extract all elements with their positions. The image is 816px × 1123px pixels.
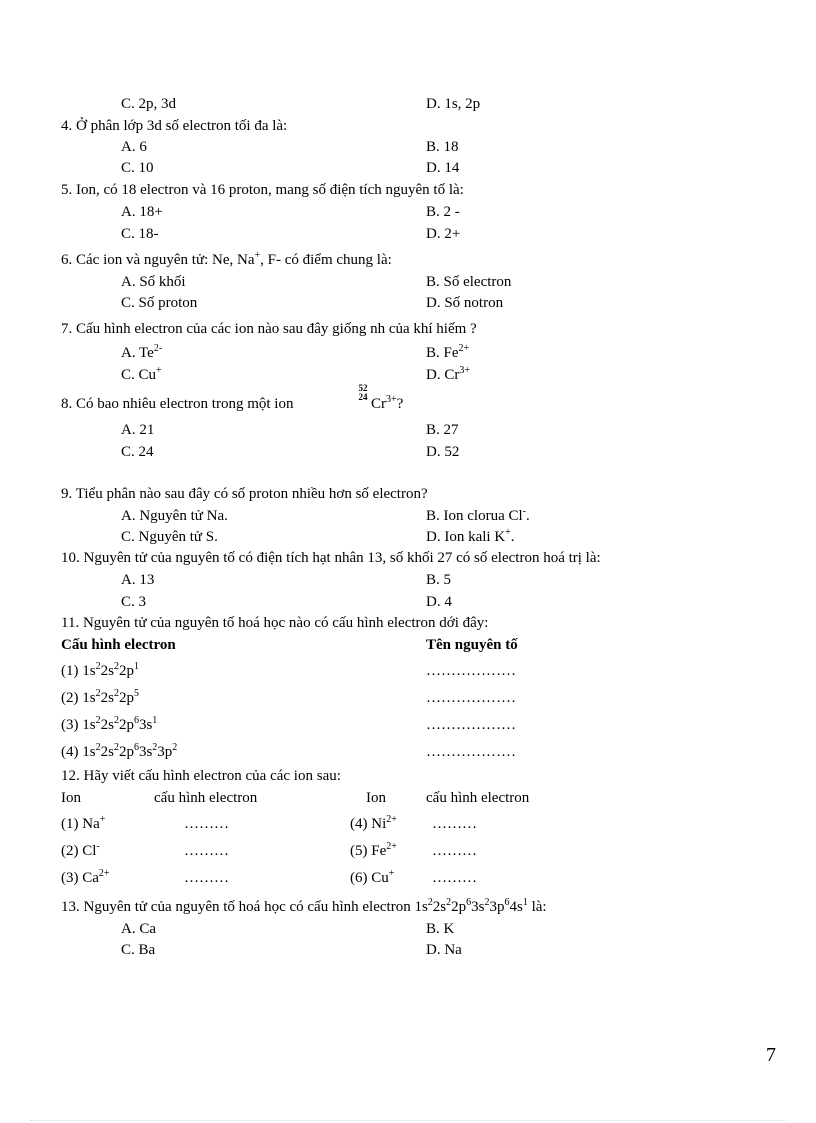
q8-option-d: D. 52 xyxy=(426,444,460,460)
q13-option-a: A. Ca xyxy=(121,921,156,937)
q12-header-config-right: cấu hình electron xyxy=(426,790,530,806)
q11-row-3-config: (3) $1s^22s^22p^63s^1$ xyxy=(61,715,158,733)
q11-row-4-blank: ……………… xyxy=(426,744,516,760)
q12-header-ion-left: Ion xyxy=(61,790,81,806)
q12-ion-6-blank: ……… xyxy=(432,870,477,886)
q6-option-a: A. Số khối xyxy=(121,274,186,290)
q9-option-c: C. Nguyên tử S. xyxy=(121,529,218,545)
q12-ion-4: (4) $Ni^{2+}$ xyxy=(350,814,397,832)
q13-option-d: D. Na xyxy=(426,942,462,958)
q8-stem: 8. Có bao nhiêu electron trong một ion xyxy=(61,396,294,412)
q11-row-2-blank: ……………… xyxy=(426,690,516,706)
q11-col-config-header: Cấu hình electron xyxy=(61,637,176,653)
q6-option-c: C. Số proton xyxy=(121,295,198,311)
q7-option-a: A. $Te^{2-}$ xyxy=(121,343,163,361)
q11-row-1-blank: ……………… xyxy=(426,663,516,679)
q10-option-d: D. 4 xyxy=(426,594,452,610)
q6-option-b: B. Số electron xyxy=(426,274,512,290)
q8-option-a: A. 21 xyxy=(121,422,155,438)
q9-option-b: B. Ion clorua Cl-. xyxy=(426,506,530,524)
q4-option-a: A. 6 xyxy=(121,139,147,155)
q12-ion-6: (6) Cu+ xyxy=(350,868,395,886)
q12-ion-3-blank: ……… xyxy=(184,870,229,886)
q4-option-b: B. 18 xyxy=(426,139,459,155)
q11-row-1-config: (1) $1s^22s^22p^1$ xyxy=(61,661,139,679)
q7-option-c: C. Cu+ xyxy=(121,365,162,383)
q4-stem: 4. Ở phân lớp 3d số electron tối đa là: xyxy=(61,118,288,134)
q9-option-a: A. Nguyên tử Na. xyxy=(121,508,228,524)
q11-stem: 11. Nguyên tử của nguyên tố hoá học nào có cấu hình electron dới đây: xyxy=(61,615,489,631)
q5-option-a: A. 18+ xyxy=(121,204,163,220)
q10-option-c: C. 3 xyxy=(121,594,147,610)
q4-option-c: C. 10 xyxy=(121,160,154,176)
q12-stem: 12. Hãy viết cấu hình electron của các ion sau: xyxy=(61,768,341,784)
q5-option-c: C. 18- xyxy=(121,226,159,242)
q11-row-2-config: (2) $1s^22s^22p^5$ xyxy=(61,688,139,706)
q12-ion-5-blank: ……… xyxy=(432,843,477,859)
q7-stem: 7. Cấu hình electron của các ion nào sau đây giống nh của khí hiếm ? xyxy=(61,321,477,337)
q12-ion-2: (2) Cl- xyxy=(61,841,100,859)
page-number: 7 xyxy=(766,1044,776,1066)
q8-ion: $Cr^{3+}$? xyxy=(371,394,404,412)
page-bottom-rule xyxy=(30,1120,786,1121)
q11-col-element-header: Tên nguyên tố xyxy=(426,637,518,653)
q10-option-a: A. 13 xyxy=(121,572,155,588)
q8-option-b: B. 27 xyxy=(426,422,459,438)
q13-option-b: B. K xyxy=(426,921,455,937)
q3-option-d: D. 1s, 2p xyxy=(426,96,481,112)
q5-option-b: B. 2 - xyxy=(426,204,460,220)
q12-ion-1: (1) Na+ xyxy=(61,814,106,832)
q7-option-b: B. $Fe^{2+}$ xyxy=(426,343,470,361)
q12-ion-4-blank: ……… xyxy=(432,816,477,832)
q13-stem: 13. Nguyên tử của nguyên tố hoá học có cấu hình electron $1s^22s^22p^63s^23p^64s^1$ là: xyxy=(61,897,547,915)
q9-option-d: D. Ion kali K+. xyxy=(426,527,515,545)
q9-stem: 9. Tiểu phân nào sau đây có số proton nhiều hơn số electron? xyxy=(61,486,428,502)
q12-ion-2-blank: ……… xyxy=(184,843,229,859)
q6-stem: 6. Các ion và nguyên tử: Ne, Na+, F- có điểm chung là: xyxy=(61,250,392,268)
q8-option-c: C. 24 xyxy=(121,444,154,460)
q12-header-ion-right: Ion xyxy=(366,790,386,806)
q13-option-c: C. Ba xyxy=(121,942,156,958)
q5-stem: 5. Ion, có 18 electron và 16 proton, mang số điện tích nguyên tố là: xyxy=(61,182,464,198)
q12-ion-5: (5) $Fe^{2+}$ xyxy=(350,841,397,859)
q12-ion-1-blank: ……… xyxy=(184,816,229,832)
q6-option-d: D. Số notron xyxy=(426,295,504,311)
q12-header-config-left: cấu hình electron xyxy=(154,790,258,806)
q11-row-3-blank: ……………… xyxy=(426,717,516,733)
q3-option-c: C. 2p, 3d xyxy=(121,96,177,112)
q8-isotope-notation: 52 24 xyxy=(358,383,368,402)
q10-option-b: B. 5 xyxy=(426,572,452,588)
q5-option-d: D. 2+ xyxy=(426,226,461,242)
q11-row-4-config: (4) $1s^22s^22p^63s^23p^2$ xyxy=(61,742,178,760)
q12-ion-3: (3) $Ca^{2+}$ xyxy=(61,868,110,886)
q7-option-d: D. $Cr^{3+}$ xyxy=(426,365,470,383)
q10-stem: 10. Nguyên tử của nguyên tố có điện tích hạt nhân 13, số khối 27 có số electron hoá trị là: xyxy=(61,550,601,566)
q4-option-d: D. 14 xyxy=(426,160,460,176)
